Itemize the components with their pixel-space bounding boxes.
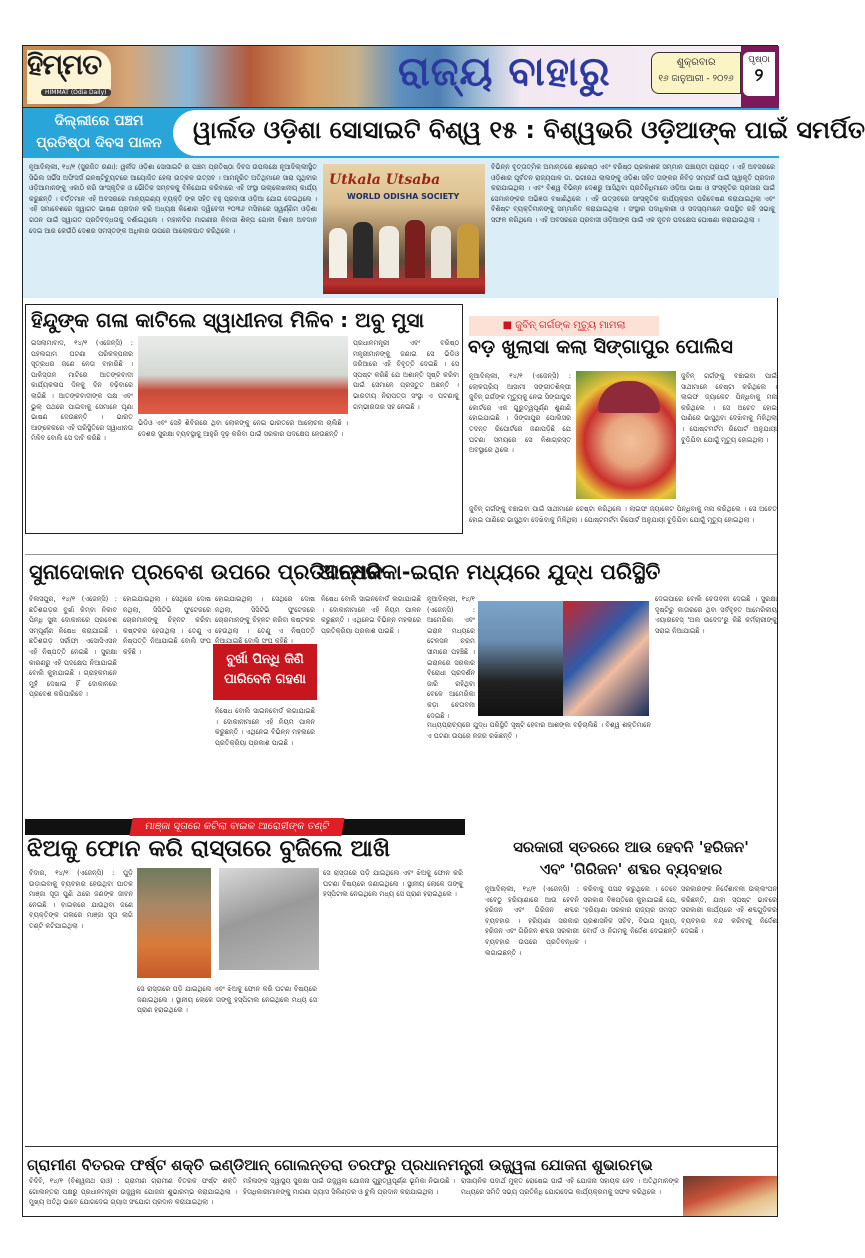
gold-col-3-bottom: ନିଷେଧ ବୋଲି ସାଇନବୋର୍ଡ ଲଗାଯାଇଛି । ଦୋକାନୀମାନେ ଏହି ନିୟମ ପାଳନ କରୁଛନ୍ତି । ଏଥିନେଇ ବିଭିନ୍ନ ମହଲରେ ପ୍ରତିକ୍ରିୟା ପ୍ରକାଶ ପାଇଛି । [215,707,315,747]
khamenei-photo [478,601,563,716]
accident-col-2: ସେ ରାସ୍ତାରେ ପଡ଼ି ଯାଇଥିଲେ ଏବଂ ଝିଅକୁ ଫୋନ କରି ଘଟଣା ବିଷୟରେ ଜଣାଇଥିଲେ । ସ୍ଥାନୀୟ ଲୋକେ ତାଙ୍କୁ ହସ୍ପିଟାଲ ନେଇଥିଲେ ମଧ୍ୟ ସେ ପ୍ରାଣ ହରାଇଥିଲେ । [137,985,317,1015]
photo-banner-text: Utkala Utsaba [329,172,441,188]
zubeen-kicker-text: ଜୁବିନ୍ ଗର୍ଗଙ୍କ ମୃତ୍ୟୁ ମାମଲା [515,320,626,331]
gold-col-4: ନିଷେଧ ବୋଲି ସାଇନବୋର୍ଡ ଲଗାଯାଇଛି । ଦୋକାନୀମାନେ ଏହି ନିୟମ ପାଳନ କରୁଛନ୍ତି । ଏଥିନେଇ ବିଭିନ୍ନ ମହଲରେ ପ୍ରତିକ୍ରିୟା ପ୍ରକାଶ ପାଇଛି । [321,595,421,635]
iran-col-1: ନୂଆଦିଲ୍ଲୀ, ୧୪/୧ (ଏଜେନ୍ସି) : ଆମେରିକା ଏବଂ ଇରାନ ମଧ୍ୟରେ ଟେନସନ ଚରମ ସୀମାରେ ପହଞ୍ଚିଛି । ଇରାନରେ ସରକାର ବିରୋଧୀ ପ୍ରଦର୍ଶନ ଜାରି ରହିଥିବା ବେଳେ ଆମେରିକା କଡ଼ା ଚେତାବନୀ ଦେଇଛି । [427,595,475,720]
victim-photo [137,868,211,978]
accident-kicker: ମାଞ୍ଜା ସୂତାରେ କଟିଲା ବାଇକ ଆରୋହୀଙ୍କ ତଣ୍ଟି [129,818,344,836]
person-figure [329,228,347,278]
newspaper-logo[interactable]: ହିମ୍ମତ [27,48,102,81]
singapore-col-bottom: ଜୁବିନ୍ ଗର୍ଗଙ୍କୁ ବଞ୍ଚାଇବା ପାଇଁ ସାଥୀମାନେ ଚେଷ୍ଟା କରିଥିଲେ । ଲାଇଫ ଜ୍ୟାକେଟ ପିନ୍ଧିବାକୁ ମନା କରିଥିଲେ । ସେ ଅଚେତ ହୋଇ ପାଣିରେ ଭାସୁଥିବା ଦେଖିବାକୁ ମିଳିଥିଲା । ପୋଷ୍ଟମର୍ଟମ ରିପୋର୍ଟ ଅନୁଯାୟୀ ବୁଡ଼ିଯିବା ଯୋଗୁଁ ମୃତ୍ୟୁ ହୋଇଥିଲା । [469,505,777,524]
accident-scene-photo [219,868,319,970]
harijan-col-1: ନୂଆଦିଲ୍ଲୀ, ୧୪/୧ (ଏଜେନ୍ସି) : ଏବେଠୁ ହରିୟାଣାରେ ଆଉ ହେବନି ହରିଜନ ଏବଂ ଗିରିଜନ ଶବ୍ଦର ବ୍ୟବହାର । ହରିୟାଣା ସରକାର ହରିଜନ ଏବଂ ଗିରିଜନ ଶବ୍ଦର ସରକାରୀ ବ୍ୟବହାର ଉପରେ ପ୍ରତିବନ୍ଧକ ଲଗାଇଛନ୍ତି । [485,885,579,957]
person-figure [379,226,399,278]
singapore-col-1: ନୂଆଦିଲ୍ଲୀ, ୧୪/୧ (ଏଜେନ୍ସି) : ଲୋକପ୍ରିୟ ଆସାମୀ ସଙ୍ଗୀତଶିଳ୍ପୀ ଜୁବିନ୍ ଗର୍ଗଙ୍କ ମୃତ୍ୟୁକୁ ନେଇ ସିଙ୍ଗାପୁର କୋର୍ଟରେ ଏକ ଗୁରୁତ୍ୱପୂର୍ଣ୍ଣ ଶୁଣାଣି ହୋଇଯାଇଛି । ସିଙ୍ଗାପୁର ପୋଲିସର ତଦନ୍ତ ରିପୋର୍ଟରେ ଜଣାପଡ଼ିଛି ଯେ ଘଟଣା ସମୟରେ ସେ ନିଶାଗ୍ରସ୍ତ ଅବସ୍ଥାରେ ଥିଲେ । [469,372,571,455]
abu-musa-photo [138,336,348,414]
event-photo [323,164,485,294]
zubeen-kicker: ■ ଜୁବିନ୍ ଗର୍ଗଙ୍କ ମୃତ୍ୟୁ ମାମଲା [469,316,659,336]
person-figure [405,220,425,278]
trump-photo [563,601,649,716]
gold-callout-line2: ପାରିବେନି ଗହଣା [224,672,306,687]
singapore-col-2: ଜୁବିନ୍ ଗର୍ଗଙ୍କୁ ବଞ୍ଚାଇବା ପାଇଁ ସାଥୀମାନେ ଚେଷ୍ଟା କରିଥିଲେ । ଲାଇଫ ଜ୍ୟାକେଟ ପିନ୍ଧିବାକୁ ମନା କରିଥିଲେ । ସେ ଅଚେତ ହୋଇ ପାଣିରେ ଭାସୁଥିବା ଦେଖିବାକୁ ମିଳିଥିଲା । ପୋଷ୍ଟମର୍ଟମ ରିପୋର୍ଟ ଅନୁଯାୟୀ ବୁଡ଼ିଯିବା ଯୋଗୁଁ ମୃତ୍ୟୁ ହୋଇଥିଲା । [681,372,777,444]
hindu-headline[interactable]: ହିନ୍ଦୁଙ୍କ ଗଳା କାଟିଲେ ସ୍ୱାଧୀନତା ମିଳିବ : ଅବୁ ମୁସା [31,308,425,332]
harijan-col-2: କରିବାକୁ ପସନ୍ଦ କରୁଥିଲେ । ତେବେ ସରକାର ବିଜ୍ଞପ୍ତିରେ କୁହାଯାଇଛି ଯେ, 'ହରିୟାଣା ସରକାର ରାଜ୍ୟର ସମସ୍ତ ପ୍ରଶାସନିକ ସଚିବ, ବିଭାଗ ମୁଖ୍ୟ, ବୋର୍ଡ ଓ ନିଗମକୁ ନିର୍ଦ୍ଦେଶ ଦେଇଛନ୍ତି । [583,885,677,946]
accident-headline[interactable]: ଝିଅକୁ ଫୋନ କରି ରାସ୍ତାରେ ବୁଜିଲେ ଆଖି [27,836,391,862]
zubeen-garg-photo [576,371,676,499]
hindu-col-2: ପ୍ରଧାନମନ୍ତ୍ରୀ ଏବଂ ବରିଷ୍ଠ ମନ୍ତ୍ରୀମାନଙ୍କୁ ଜଣାଇ ସେ ଭିଡିଓ ଜରିଆରେ ଏହି ବିବୃତ୍ତି ଦେଇଛି । ସେ ସ୍ପଷ୍ଟ କରିଛି ଯେ ଅଶାନ୍ତି ସୃଷ୍ଟି କରିବା ପାଇଁ ସେମାନେ ପ୍ରସ୍ତୁତ ଅଛନ୍ତି । ଭାରତୀୟ ନିରାପତ୍ତା ସଂସ୍ଥା ଏ ଘଟଣାକୁ ଗମ୍ଭୀରତାର ସହ ନେଇଛି । [353,339,459,411]
gold-callout-box [213,644,317,700]
lead-kicker-line2: ପ୍ରତିଷ୍ଠା ଦିବସ ପାଳନ [36,135,162,151]
accident-col-3: ସେ ରାସ୍ତାରେ ପଡ଼ି ଯାଇଥିଲେ ଏବଂ ଝିଅକୁ ଫୋନ କରି ଘଟଣା ବିଷୟରେ ଜଣାଇଥିଲେ । ସ୍ଥାନୀୟ ଲୋକେ ତାଙ୍କୁ ହସ୍ପିଟାଲ ନେଇଥିଲେ ମଧ୍ୟ ସେ ପ୍ରାଣ ହରାଇଥିଲେ । [323,869,463,899]
date-full: ୧୬ ଜାନୁଆରୀ - ୨୦୨୬ [658,74,734,84]
page-number: ୨ [754,65,764,86]
lead-body-left: ନୂଆଦିଲ୍ଲୀ, ୧୪/୧ (ସୁରଜିତ ରଣା): ୱର୍ଲଡ ଓଡ଼ିଶା ସୋସାଇଟି ର ପଞ୍ଚମ ପ୍ରତିଷ୍ଠା ଦିବସ ଉପଲକ୍ଷେ ନୂଆଦିଲ୍ଲୀସ୍ଥିତ ସିଭିଲ ସର୍ଭିସ ଅଫିସର୍ସ ଇନଷ୍ଟିଚ୍ୟୁଟରେ ଆୟୋଜିତ ହେଲା ଉତ୍କଳ ଉତ୍ସବ । ଆମନ୍ତ୍ରିତ ଅତିଥିମାନେ ସାରା ପୃଥିବୀର ଓଡ଼ିଆମାନଙ୍କୁ ଏକାଠି କରି ସାଂସ୍କୃତିକ ଓ ଭୌତିକ ସମ୍ବଳକୁ ବିନିଯୋଗ କରିବାରେ ଏହି ସଂସ୍ଥା ଉଲ୍ଲେଖନୀୟ କାର୍ଯ୍ୟ କରୁଛନ୍ତି । ବର୍ତ୍ତମାନ ଏହି ଅବସରରେ ମାନ୍ୟଗଣ୍ୟ ବ୍ୟକ୍ତି ଙ୍କ ସହିତ ବହୁ ପ୍ରବାସୀ ଓଡ଼ିଆ ଯୋଗ ଦେଇଥିଲେ । ଏହି ସମାବେଶରେ ସ୍ୱାଗତ ଭାଷଣ ପ୍ରଦାନ କରି ଅଧ୍ୟକ୍ଷ କିଶୋର ଦ୍ୱିବେଦୀ ୨୦୩୬ ମସିହାରେ ସ୍ୱର୍ଣ୍ଣିମ ଓଡ଼ିଶା ଗଠନ ପାଇଁ ସ୍ୱାଗତ ପ୍ରତିବଦ୍ଧତାକୁ ଦର୍ଶାଇଥିଲେ । ମହାନଦିର ମାଗଣୀର ନିବାସୀ ଶିଳ୍ପ ଗୋଳୀ ବିଶାଳ ଅବଦାନ ଦେଇ ଆର କେଉଁଠି ଦେଶର ସମସ୍ତଙ୍କ ଅଧିକାର ଉପରେ ଆଲୋକପାତ କରିଥିଲେ । [29,163,317,235]
hat-shape [598,381,660,413]
lead-kicker [29,110,169,154]
gold-col-3-top: ହୋଇଯାଇଥିଲା । ସେଥିରେ ଦୋଷ ନଥିଲା, ସିସିଟିଭି ଫୁଟେଜରେ ଚୋରମାନଙ୍କୁ ଚିହ୍ନଟ କରିବା କଷ୍ଟକର ହେଉଥିଲା । ତେଣୁ ଏ ନିଷ୍ପତ୍ତି ନିଆଯାଇଛି ବୋଲି ସଂଘ କହିଛି । [215,595,315,646]
accident-col-1: ବିଦାର, ୧୪/୧ (ଏଜେନ୍ସି) : ଘୁଡ଼ି ଉଡ଼ାଇବାକୁ ବ୍ୟବହାର ହେଉଥିବା ଘାତକ ମାଞ୍ଜା ସୂତା ପୁଣି ଥରେ ଜଣଙ୍କ ଜୀବନ ନେଇଛି । ବାଇକରେ ଯାଉଥିବା ଜଣେ ବ୍ୟକ୍ତିଙ୍କ ଗଳାରେ ମାଞ୍ଜା ସୂତା ଲାଗି ତଣ୍ଟି କଟିଯାଇଥିଲା । [29,869,133,930]
singapore-headline[interactable]: ବଡ଼ ଖୁଲାସା କଲା ସିଙ୍ଗାପୁର ପୋଲିସ [468,336,733,358]
date-box [651,52,741,94]
person-figure [353,222,373,278]
hindu-col-bottom: ଭିଡିଓ ଏବଂ ସେହି ଶିବିରରେ ଥିବା ଲୋକଙ୍କୁ ନେଇ ଭାରତରେ ଆଲୋଚନା ଚାଲିଛି । ଦେଶର ସୁରକ୍ଷା ବ୍ୟବସ୍ଥାକୁ ଆହୁରି ଦୃଢ଼ କରିବା ପାଇଁ ସରକାର ପଦକ୍ଷେପ ନେଉଛନ୍ତି । [138,419,348,438]
lead-kicker-line1: ଦିଲ୍ଲୀରେ ପଞ୍ଚମ [54,113,144,129]
ujjwala-event-photo [683,1176,777,1216]
ujjwala-col-3: ରାସାୟନିକ ପଦାର୍ଥ ମୁକ୍ତ ରୋଷେଇ ପାଇଁ ଏହି ଯୋଜନା ସହାୟକ ହେବ । ଅତିଥିମାନଙ୍କ ମଧ୍ୟରେ ସମିତି ସଭ୍ୟ ପ୍ରତିନିଧି ଯୋଗଦେଇ କାର୍ଯ୍ୟକ୍ରମକୁ ସଫଳ କରିଥିଲେ । [461,1177,679,1196]
ujjwala-col-1: ଚିଦିବି, ୧୪/୧ (ବିଶ୍ୱନାଥ ରାଓ) : ଗ୍ରାମୀଣ ଗ୍ରାମୀଣ ବିତରକ ଫର୍ଷ୍ଟ ଶକ୍ତି ଗୋଲନ୍ତରା ପକ୍ଷରୁ ପ୍ରଧାନମନ୍ତ୍ରୀ ଉଜ୍ଜ୍ୱଳା ଯୋଜନା ଶୁଭାରମ୍ଭ କରାଯାଇଥିଲା । ମୁଖ୍ୟ ଅତିଥି ଭାବେ ଯୋଗଦେଇ ଗ୍ୟାସ ସଂଯୋଗ ପ୍ରଦାନ କରାଯାଇଥିଲା । [29,1177,237,1207]
harijan-headline-line1[interactable]: ସରକାରୀ ସ୍ତରରେ ଆଉ ହେବନି 'ହରିଜନ' [513,838,749,856]
iran-col-bottom: ମଧ୍ୟପ୍ରାଚ୍ୟରେ ଯୁଦ୍ଧ ପରିସ୍ଥିତି ସୃଷ୍ଟି ହେବାର ଆଶଙ୍କା ବଢ଼ିଚାଲିଛି । ବିଶ୍ୱ ଶକ୍ତିମାନେ ଏ ଘଟଣା ଉପରେ ନଜର ରଖିଛନ୍ତି । [427,721,651,740]
section-title: ରାଜ୍ୟ ବାହାରୁ [398,48,611,95]
ujjwala-col-2: ମହିଳାଙ୍କ ସ୍ୱାସ୍ଥ୍ୟ ସୁରକ୍ଷା ପାଇଁ ଉଜ୍ଜ୍ୱଳା ଯୋଜନା ଗୁରୁତ୍ୱପୂର୍ଣ୍ଣ ଭୂମିକା ନିଭାଉଛି । ହିତାଧିକାରୀମାନଙ୍କୁ ମାଗଣା ଗ୍ୟାସ ସିଲିଣ୍ଡର ଓ ଚୁଲି ପ୍ରଦାନ କରାଯାଇଥିଲା । [243,1177,455,1196]
date-day: ଶୁକ୍ରବାର [676,57,716,68]
lead-body-right: ବିଭିନ୍ନ ବୃତ୍ତାତ୍ମିକ ଅମାନ୍ତରେ ଶ୍ରେଷ୍ଠ ଏବଂ ବରିଷ୍ଠ ପ୍ରକାଶକ ସମ୍ମାନ ପଞ୍ଚାୟତୀ ପ୍ରାପ୍ତ । ଏହି ଅବସରରେ ଓଡ଼ିଶାର ପୂର୍ବତନ ରାଜ୍ୟପାଳ ଡା. ଭଗୀରଥ ଲାଲଙ୍କୁ ଓଡ଼ିଶା ସହିତ ତାଙ୍କର ନିବିଡ଼ ସମ୍ପର୍କ ପାଇଁ ସ୍ୱୀକୃତି ପ୍ରଦାନ କରାଯାଇଥିଲା । ଏବଂ ବିଶ୍ୱ ବିଭିନ୍ନ ଦେଶରୁ ଆସିଥିବା ପ୍ରତିନିଧିମାନେ ଓଡ଼ିଆ ଭାଷା ଓ ସଂସ୍କୃତିର ପ୍ରସାର ପାଇଁ ସେମାନଙ୍କର ଅଭିଜ୍ଞତା ବଖାଣିଥିଲେ । ଏହି ଉତ୍ସବରେ ସାଂସ୍କୃତିକ କାର୍ଯ୍ୟକ୍ରମ ପରିବେଷଣ କରାଯାଇଥିଲା ଏବଂ ବିଶିଷ୍ଟ ବ୍ୟକ୍ତିମାନଙ୍କୁ ସମ୍ମାନିତ କରାଯାଇଥିଲା । ସଂସ୍ଥାର ପଦାଧିକାରୀ ଓ ସଦସ୍ୟମାନେ ଉପସ୍ଥିତ ରହି ସଭାକୁ ସଫଳ କରିଥିଲେ । ଏହି ଅବସରରେ ପ୍ରବାସୀ ଓଡ଼ିଆଙ୍କ ପାଇଁ ଏକ ନୂତନ ପଦକ୍ଷେପ ଘୋଷଣା କରାଯାଇଥିଲା । [491,163,775,224]
page-number-box [743,52,775,96]
iran-col-2: ଦେଇପାରେ ବୋଲି ଚେତାବନୀ ଦେଇଛି । ସୁରକ୍ଷା ଦୃଷ୍ଟିରୁ କାତାରରେ ଥିବା ସର୍ବବୃହତ ଆମେରିକୀୟ ଏୟାରବେସ୍ 'ଅଲ ଉଦେଦ'ରୁ କିଛି କର୍ମଚାରୀଙ୍କୁ ସରାଇ ନିଆଯାଇଛି । [655,595,777,635]
page-label: ପୃଷ୍ଠା [748,55,770,65]
newspaper-page [22,45,865,1217]
ujjwala-headline[interactable]: ଗ୍ରାମୀଣ ବିତରକ ଫର୍ଷ୍ଟ ଶକ୍ତି ଇଣ୍ଡିଆନ୍ ଗୋଲନ୍ତରା ତରଫରୁ ପ୍ରଧାନମନ୍ତ୍ରୀ ଉଜ୍ଜ୍ୱଳା ଯୋଜନା ଶୁଭାରମ୍ଭ [27,1156,653,1174]
gold-callout-line1: ବୁର୍ଖା ପିନ୍ଧି କିଣି [226,652,304,667]
iran-headline[interactable]: ଆମେରିକା-ଇରାନ ମଧ୍ୟରେ ଯୁଦ୍ଧ ପରିସ୍ଥିତି [319,560,661,584]
photo-banner-sub: WORLD ODISHA SOCIETY [347,192,460,201]
section-divider [25,554,777,555]
gold-col-2: ହୋଇଯାଇଥିଲା । ସେଥିରେ ଦୋଷ ନଥିଲା, ସିସିଟିଭି ଫୁଟେଜରେ ଚୋରମାନଙ୍କୁ ଚିହ୍ନଟ କରିବା କଷ୍ଟକର ହେଉଥିଲା । ତେଣୁ ଏ ନିଷ୍ପତ୍ତି ନିଆଯାଇଛି ବୋଲି ସଂଘ କହିଛି । [123,595,211,656]
logo-subtitle: HIMMAT (Odia Daily) [41,89,111,96]
section-divider [25,1146,777,1147]
gold-headline[interactable]: ସୁନାଦୋକାନ ପ୍ରବେଶ ଉପରେ ପ୍ରତିବନ୍ଧକ [29,560,383,584]
gold-col-1: ବିଳାସପୁର, ୧୪/୧ (ଏଜେନ୍ସି) : ଛତିଶଗଡ଼ର ବୁର୍ଖା କିମ୍ବା ନିକାବ ପିନ୍ଧି ସୁନା ଦୋକାନରେ ପ୍ରବେଶ ସମ୍ପୂର୍ଣ୍ଣ ନିଷେଧ କରାଯାଇଛି । ଛତିଶଗଡ଼ ସର୍ରାଫା ଏସୋସିଏସନ ଏହି ନିଷ୍ପତ୍ତି ନେଇଛି । ସୁରକ୍ଷା କାରଣରୁ ଏହି ପଦକ୍ଷେପ ନିଆଯାଇଛି ବୋଲି କୁହାଯାଇଛି । ଗ୍ରାହକମାନେ ମୁହଁ ଦେଖାଇ ହିଁ ଦୋକାନରେ ପ୍ରବେଶ କରିପାରିବେ । [29,595,117,699]
event-people [323,218,485,278]
hindu-col-1: ଇସଲାମାବାଦ, ୧୪/୧ (ଏଜେନ୍ସି) : ପହଲଗାମ ଘଟଣା ପରିକଳ୍ପନାର ସୂତ୍ରଧର ଜଣେ ନେତା ବାହାରିଛି । ପାକିସ୍ତାନ ମାଟିରେ ଆତଙ୍କବାଦୀ କାର୍ଯ୍ୟକଳାପ ଦିନକୁ ଦିନ ବଢ଼ିବାରେ ଲାଗିଛି । ଆତଙ୍କବାଦୀଙ୍କ ପକ୍ଷ ଏବଂ ଭୁଲ୍ ପଥରେ ପାଇବାକୁ ସେମାନେ ଘୃଣା ଭାଷଣ ଦେଉଛନ୍ତି । ଭାରତ ଆଙ୍କେକରେ ଏହି ପରିସ୍ଥିତିରେ ସ୍ୱାଧୀନତା ମିଳିବ ବୋଲି ସେ ଦାବି କରିଛି । [31,339,133,443]
person-figure [457,224,479,278]
harijan-headline-line2[interactable]: ଏବଂ 'ଗିରିଜନ' ଶବ୍ଦର ବ୍ୟବହାର [539,860,723,878]
harijan-col-3: ସରକାରଙ୍କ ନିର୍ଦ୍ଦେଶାବଳୀ ଉଲ୍ଲଂଘନ କରିଛନ୍ତି, ଯାହା ସ୍ପଷ୍ଟ ଭାବରେ ସରକାରୀ କାର୍ଯ୍ୟରେ ଏହି ଶବ୍ଦଗୁଡ଼ିକର ବ୍ୟବହାର ବନ୍ଦ କରିବାକୁ ନିର୍ଦ୍ଦେଶ ଦେଇଛି । [681,885,777,936]
person-figure [431,226,451,278]
lead-headline[interactable]: ୱାର୍ଲଡ ଓଡ଼ିଶା ସୋସାଇଟି ବିଶ୍ୱ ୧୫ : ବିଶ୍ୱଭରି ଓଡ଼ିଆଙ୍କ ପାଇଁ ସମର୍ପିତ [193,116,865,144]
